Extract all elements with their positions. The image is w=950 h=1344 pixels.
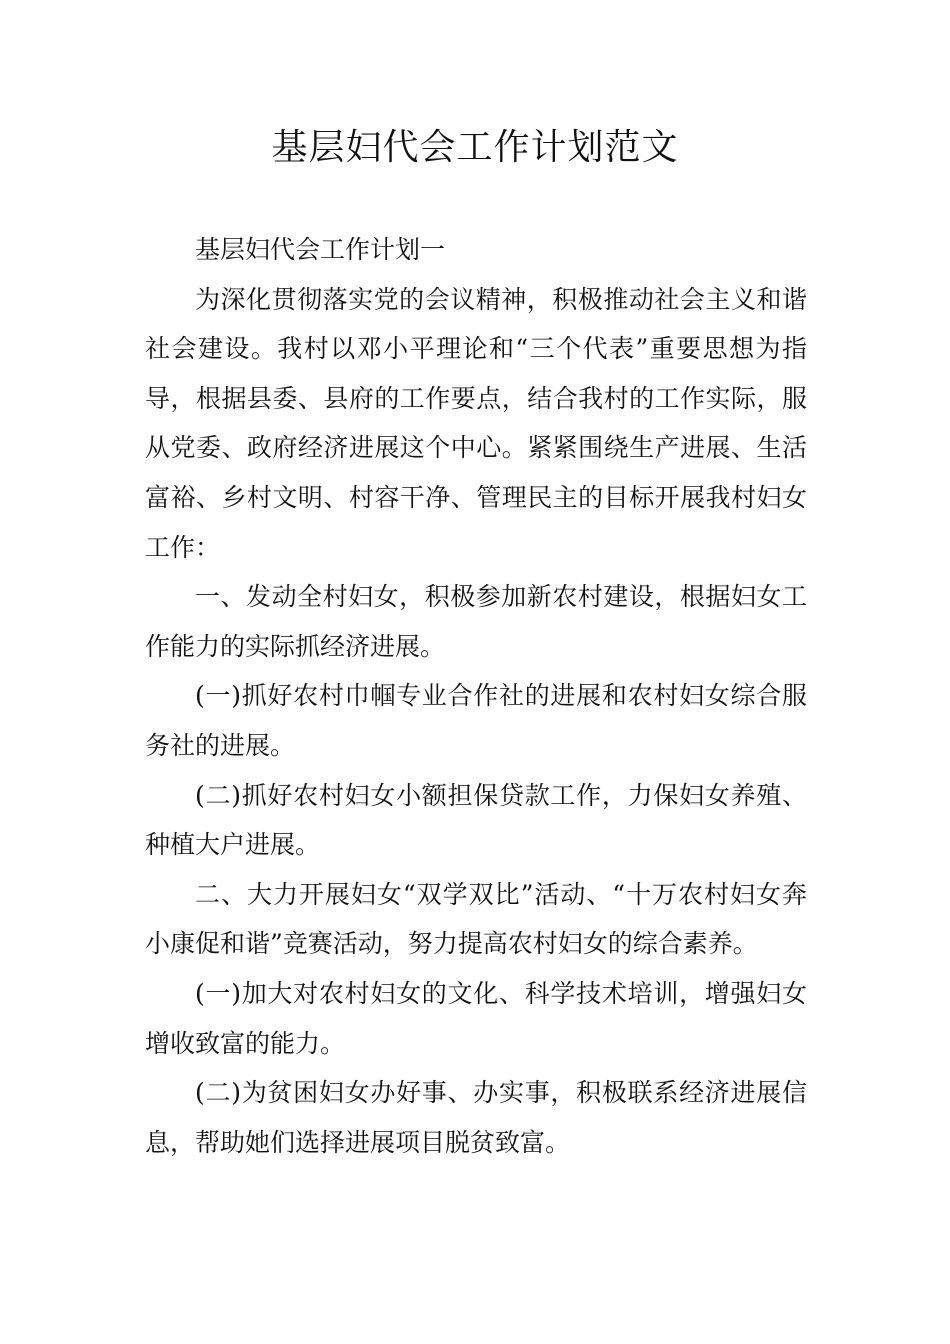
document-body	[145, 225, 807, 1167]
intro-paragraph: 为深化贯彻落实党的会议精神，积极推动社会主义和谐社会建设。我村以邓小平理论和“三个代表”重要思想为指导，根据县委、县府的工作要点，结合我村的工作实际，服从党委、政府经济进展这个中心。紧紧围绕生产进展、生活富裕、乡村文明、村容干净、管理民主的目标开展我村妇女工作：	[145, 284, 807, 562]
subitem-one-two-paragraph: (二)抓好农村妇女小额担保贷款工作，力保妇女养殖、种植大户进展。	[145, 780, 807, 860]
section-heading: 基层妇代会工作计划一	[195, 235, 446, 264]
item-one-paragraph: 一、发动全村妇女，积极参加新农村建设，根据妇女工作能力的实际抓经济进展。	[145, 582, 807, 661]
subitem-two-one-paragraph: (一)加大对农村妇女的文化、科学技术培训，增强妇女增收致富的能力。	[145, 978, 807, 1058]
document-title: 基层妇代会工作计划范文	[271, 127, 679, 168]
subitem-one-one-paragraph: (一)抓好农村巾帼专业合作社的进展和农村妇女综合服务社的进展。	[145, 681, 807, 760]
item-two-paragraph: 二、大力开展妇女“双学双比”活动、“十万农村妇女奔小康促和谐”竞赛活动，努力提高农村妇女的综合素养。	[145, 879, 807, 959]
subitem-two-two-paragraph: (二)为贫困妇女办好事、办实事，积极联系经济进展信息，帮助她们选择进展项目脱贫致富。	[145, 1078, 807, 1157]
